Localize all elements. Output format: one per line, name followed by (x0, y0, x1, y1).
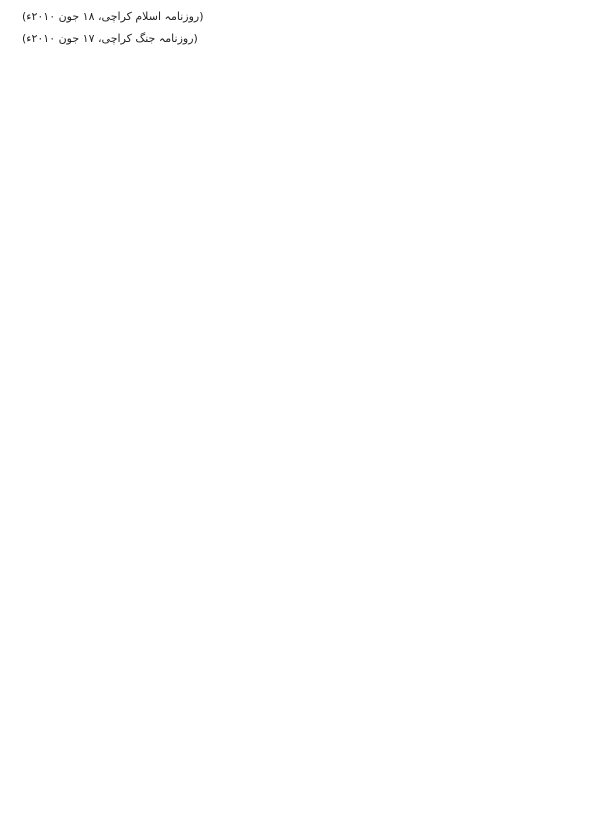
citation-roznama-jang: (روزنامہ جنگ کراچی، ۱۷ جون ۲۰۱۰ء) (22, 32, 198, 45)
citation-roznama-islam: (روزنامہ اسلام کراچی، ۱۸ جون ۲۰۱۰ء) (22, 10, 204, 23)
